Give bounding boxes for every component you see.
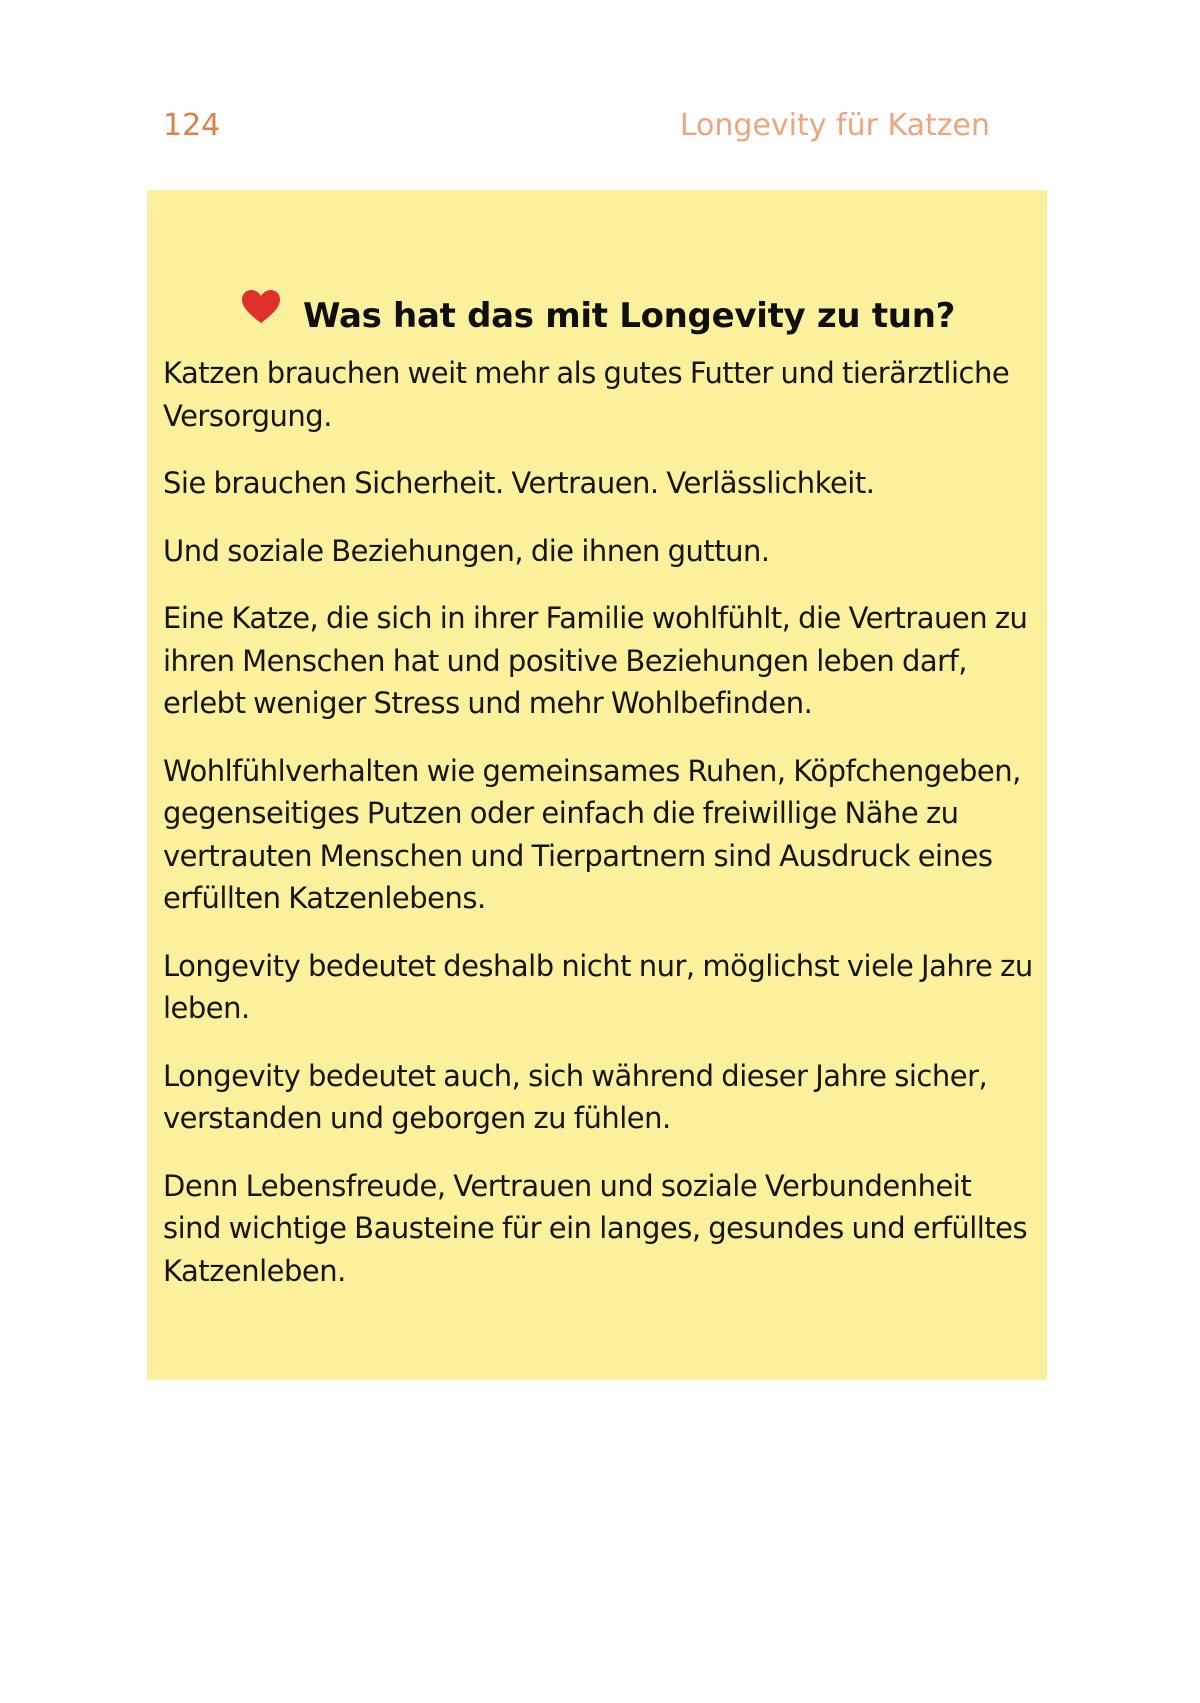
paragraph-5: Wohlfühlverhalten wie gemeinsames Ruhen, Köpfchengeben, gegenseitiges Putzen oder einfach die freiwillige Nähe zu vertrauten Menschen und Tierpartnern sind Ausdruck eines erfüllten Katzenlebens. <box>163 753 1021 915</box>
heart-icon <box>241 289 281 325</box>
paragraph-4: Eine Katze, die sich in ihrer Familie wohlfühlt, die Vertrauen zu ihren Menschen hat und positive Beziehungen leben darf, erlebt weniger Stress und mehr Wohlbefinden. <box>163 601 1028 720</box>
box-heading <box>163 294 1033 338</box>
paragraph-1: Katzen brauchen weit mehr als gutes Futter und tierärztliche Versorgung. <box>163 356 1010 433</box>
box-heading-text: Was hat das mit Longevity zu tun? <box>302 296 956 336</box>
running-title: Longevity für Katzen <box>679 108 990 143</box>
paragraph-2: Sie brauchen Sicherheit. Vertrauen. Verlässlichkeit. <box>163 466 875 500</box>
info-box <box>147 190 1047 1380</box>
paragraph-3: Und soziale Beziehungen, die ihnen guttun. <box>163 533 770 568</box>
paragraph-6: Longevity bedeutet deshalb nicht nur, möglichst viele Jahre zu leben. <box>163 948 1033 1025</box>
page-number: 124 <box>163 108 221 143</box>
paragraph-8: Denn Lebensfreude, Vertrauen und soziale Verbundenheit sind wichtige Bausteine für ein langes, gesundes und erfülltes Katzenleben. <box>163 1168 1028 1288</box>
paragraph-7: Longevity bedeutet auch, sich während dieser Jahre sicher, verstanden und geborgen zu fühlen. <box>163 1058 988 1135</box>
